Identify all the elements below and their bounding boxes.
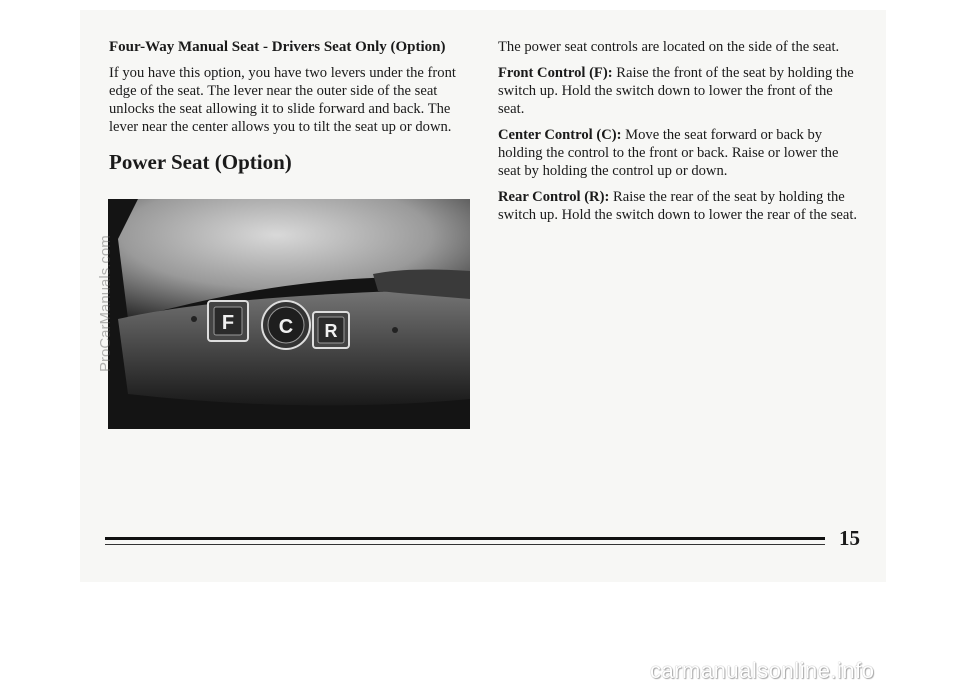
power-seat-title: Power Seat (Option): [109, 150, 292, 174]
footer-rule-thick: [105, 537, 825, 540]
seat-photo-illustration: [108, 199, 470, 429]
rear-control-label: Rear Control (R):: [498, 189, 610, 205]
footer-rule-thin: [105, 544, 825, 545]
rear-control-text: Raise the rear of the seat by holding the switch up. Hold the switch down to lower the rear of the seat.: [498, 189, 858, 223]
site-watermark: carmanualsonline.info: [650, 658, 875, 683]
controls-intro: The power seat controls are located on the side of the seat.: [498, 39, 840, 55]
page-number: 15: [839, 526, 860, 550]
side-watermark: ProCarManuals.com: [97, 235, 114, 372]
center-control-label: Center Control (C):: [498, 127, 622, 143]
front-control-label: Front Control (F):: [498, 65, 613, 81]
front-control-text: Raise the front of the seat by holding the switch up. Hold the switch down to lower the front of the seat.: [498, 65, 854, 117]
front-switch-icon: [208, 301, 248, 341]
rear-control-paragraph: [498, 188, 860, 224]
center-control-text: Move the seat forward or back by holding the control to the front or back. Raise or lower the seat by holding the control up or down.: [498, 127, 839, 179]
rear-switch-label: R: [324, 321, 338, 341]
left-column: [109, 38, 471, 174]
seat-controls-photo: [108, 199, 470, 429]
center-control-paragraph: [498, 126, 860, 180]
right-column: [498, 38, 860, 232]
rear-switch-icon: [313, 312, 349, 348]
center-switch-icon: [262, 301, 310, 349]
manual-seat-paragraph: If you have this option, you have two levers under the front edge of the seat. The lever near the outer side of the seat unlocks the seat allowing it to slide forward and back. The lever near the center allows you to tilt the seat up or down.: [109, 65, 456, 135]
center-switch-label: C: [278, 316, 294, 338]
manual-seat-heading: Four-Way Manual Seat - Drivers Seat Only (Option): [109, 39, 446, 55]
front-control-paragraph: [498, 64, 860, 118]
front-switch-label: F: [221, 312, 235, 334]
